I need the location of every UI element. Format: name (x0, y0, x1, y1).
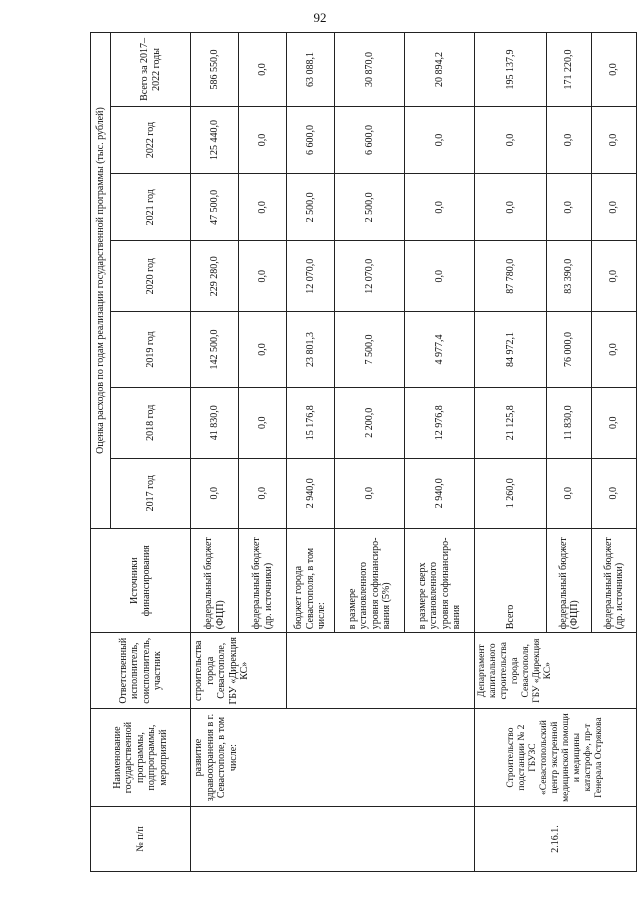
table-cell: 142 500,0 (191, 312, 239, 388)
table-cell: 0,0 (592, 387, 637, 458)
header-year-2017: 2017 год (111, 458, 191, 529)
section-b-resp: Департамент капитального строительства города Севастополя, ГБУ «Дирекция КС» (475, 633, 637, 709)
table-cell: 6 600,0 (287, 106, 335, 173)
header-total: Всего за 2017–2022 годы (111, 33, 191, 107)
table-cell: 195 137,9 (475, 33, 547, 107)
budget-table (90, 32, 637, 872)
table-cell: 2 500,0 (287, 174, 335, 241)
section-a-resp-empty (287, 633, 475, 709)
table-cell: 47 500,0 (191, 174, 239, 241)
table-cell: 1 260,0 (475, 458, 547, 529)
header-year-2022: 2022 год (111, 106, 191, 173)
table-cell: 0,0 (405, 241, 475, 312)
table-cell: 0,0 (335, 458, 405, 529)
table-cell: 12 070,0 (287, 241, 335, 312)
table-cell: 0,0 (547, 106, 592, 173)
table-cell: 84 972,1 (475, 312, 547, 388)
table-cell: 0,0 (592, 458, 637, 529)
table-cell: 0,0 (239, 458, 287, 529)
table-cell: 0,0 (239, 174, 287, 241)
table-cell: 12 070,0 (335, 241, 405, 312)
table-cell: 0,0 (239, 241, 287, 312)
table-cell: 0,0 (239, 106, 287, 173)
table-cell: 87 780,0 (475, 241, 547, 312)
table-cell: 0,0 (239, 387, 287, 458)
table-cell: 41 830,0 (191, 387, 239, 458)
table-cell: 125 440,0 (191, 106, 239, 173)
table-cell: 0,0 (547, 458, 592, 529)
table-cell: 2 940,0 (405, 458, 475, 529)
table-cell: 0,0 (239, 33, 287, 107)
section-a-num (191, 806, 475, 871)
rotated-table-wrapper (90, 32, 625, 872)
table-cell: 20 894,2 (405, 33, 475, 107)
header-year-2018: 2018 год (111, 387, 191, 458)
header-num: № п/п (91, 806, 191, 871)
header-name: Наименование государственной программы, подпрограммы, мероприятий (91, 709, 191, 807)
section-b-source-1: федеральный бюджет (ФЦП) (547, 529, 592, 633)
table-cell: 30 870,0 (335, 33, 405, 107)
table-cell: 0,0 (547, 174, 592, 241)
section-a-source-4: в размере сверх установленного уровня софинансиро-вания (405, 529, 475, 633)
header-year-2020: 2020 год (111, 241, 191, 312)
table-cell: 0,0 (592, 174, 637, 241)
table-cell: 2 200,0 (335, 387, 405, 458)
table-cell: 0,0 (405, 174, 475, 241)
header-year-2019: 2019 год (111, 312, 191, 388)
table-cell: 21 125,8 (475, 387, 547, 458)
header-source: Источники финансирования (91, 529, 191, 633)
table-cell: 0,0 (475, 174, 547, 241)
section-b-num: 2.16.1. (475, 806, 637, 871)
table-cell: 4 977,4 (405, 312, 475, 388)
table-cell: 0,0 (239, 312, 287, 388)
table-cell: 0,0 (475, 106, 547, 173)
table-cell: 15 176,8 (287, 387, 335, 458)
table-cell: 171 220,0 (547, 33, 592, 107)
table-cell: 11 830,0 (547, 387, 592, 458)
table-cell: 23 801,3 (287, 312, 335, 388)
table-cell: 0,0 (592, 33, 637, 107)
table-cell: 2 940,0 (287, 458, 335, 529)
section-a-resp: строительства города Севастополе, ГБУ «Дирекция КС» (191, 633, 287, 709)
section-b-name: Строительство подстанции № 2 ГБУЗС «Севастопольский центр экстренной медицинской помощи и медицины катастроф», пр-т Генерала Острякова (475, 709, 637, 807)
table-cell: 6 600,0 (335, 106, 405, 173)
table-cell: 586 550,0 (191, 33, 239, 107)
section-a-source-1: федеральный бюджет (др. источники) (239, 529, 287, 633)
section-a-source-2: бюджет города Севастополя, в том числе: (287, 529, 335, 633)
table-cell: 0,0 (592, 312, 637, 388)
header-resp: Ответственный исполнитель, соисполнитель, участник (91, 633, 191, 709)
table-cell: 0,0 (592, 106, 637, 173)
header-year-2021: 2021 год (111, 174, 191, 241)
table-cell: 0,0 (191, 458, 239, 529)
table-cell: 12 976,8 (405, 387, 475, 458)
table-cell: 76 000,0 (547, 312, 592, 388)
table-cell: 0,0 (592, 241, 637, 312)
section-a-source-0: федеральный бюджет (ФЦП) (191, 529, 239, 633)
table-cell: 0,0 (405, 106, 475, 173)
table-cell: 229 280,0 (191, 241, 239, 312)
section-a-name: развитие здравоохранения в г. Севастополе, в том числе: (191, 709, 475, 807)
table-cell: 7 500,0 (335, 312, 405, 388)
section-b-source-0: Всего (475, 529, 547, 633)
table-cell: 63 088,1 (287, 33, 335, 107)
section-a-source-3: в размере установленного уровня софинансиро-вания (5%) (335, 529, 405, 633)
table-cell: 2 500,0 (335, 174, 405, 241)
table-cell: 83 390,0 (547, 241, 592, 312)
page-number: 92 (313, 10, 327, 25)
header-estimate: Оценка расходов по годам реализации государственной программы (тыс. рублей) (91, 33, 111, 529)
section-b-source-2: федеральный бюджет (др. источники) (592, 529, 637, 633)
